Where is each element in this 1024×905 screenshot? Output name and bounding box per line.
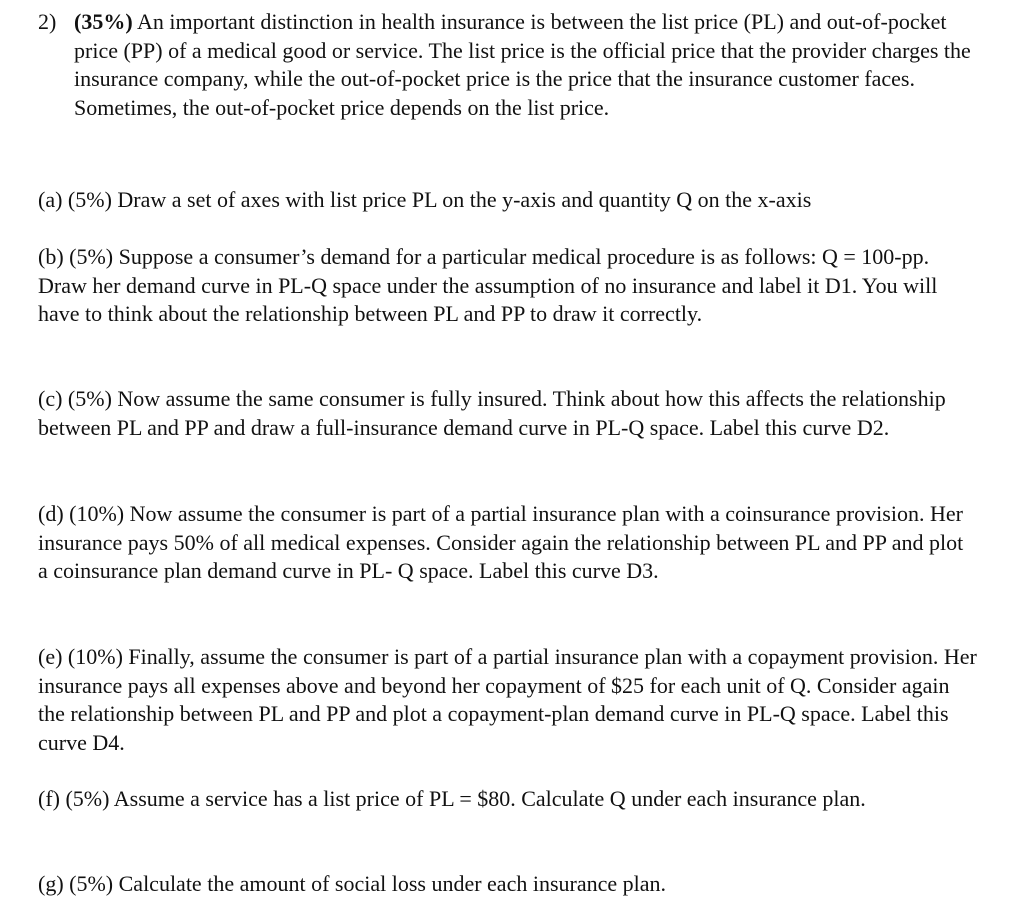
part-c: (c) (5%) Now assume the same consumer is fully insured. Think about how this affects the relationship between PL and PP and draw a full-insurance demand curve in PL-Q space. Label this curve D2. <box>38 386 946 440</box>
part-b: (b) (5%) Suppose a consumer’s demand for a particular medical procedure is as follows: Q = 100-pp. Draw her demand curve in PL-Q space under the assumption of no insurance and label it D1. You will have to think about the relationship between PL and PP to draw it correctly. <box>38 244 938 326</box>
question-weight: (35%) <box>74 9 133 34</box>
question-number: 2) <box>38 9 57 34</box>
question-intro <box>74 8 994 122</box>
part-f: (f) (5%) Assume a service has a list price of PL = $80. Calculate Q under each insurance plan. <box>38 786 866 811</box>
part-e: (e) (10%) Finally, assume the consumer is part of a partial insurance plan with a copayment provision. Her insurance pays all expenses above and beyond her copayment of $25 for each unit of Q. Consider again the relationship between PL and PP and plot a copayment-plan demand curve in PL-Q space. Label this curve D4. <box>38 644 977 755</box>
part-d: (d) (10%) Now assume the consumer is part of a partial insurance plan with a coinsurance provision. Her insurance pays 50% of all medical expenses. Consider again the relationship between PL and PP and plot a coinsurance plan demand curve in PL- Q space. Label this curve D3. <box>38 501 964 583</box>
part-a: (a) (5%) Draw a set of axes with list price PL on the y-axis and quantity Q on the x-axis <box>38 187 812 212</box>
question-text: An important distinction in health insurance is between the list price (PL) and out-of-pocket price (PP) of a medical good or service. The list price is the official price that the provider charges the insurance company, while the out-of-pocket price is the price that the insurance customer faces. Sometimes, the out-of-pocket price depends on the list price. <box>74 9 971 120</box>
question-2 <box>38 8 998 122</box>
part-g: (g) (5%) Calculate the amount of social loss under each insurance plan. <box>38 871 666 896</box>
